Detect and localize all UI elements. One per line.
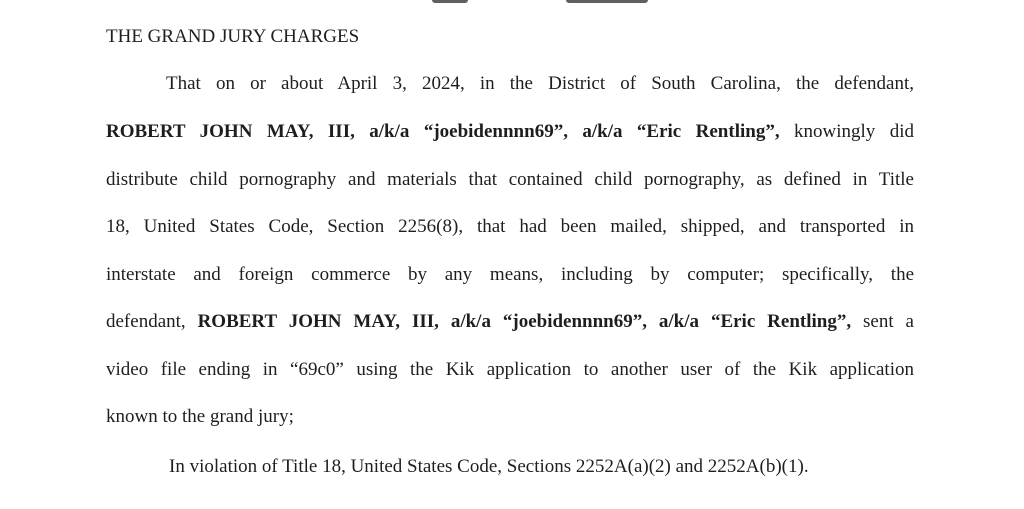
line-text: video file ending in “69c0” using the Kik application to another user of the Kik application xyxy=(106,359,914,380)
section-heading: THE GRAND JURY CHARGES xyxy=(106,26,360,47)
paragraph-line-7 xyxy=(106,357,914,383)
line-text: known to the grand jury; xyxy=(106,406,294,427)
paragraph-line-5 xyxy=(106,262,914,288)
line-text: interstate and foreign commerce by any means, including by computer; specifically, the xyxy=(106,264,914,285)
line-text: 18, United States Code, Section 2256(8), that had been mailed, shipped, and transported in xyxy=(106,216,914,237)
line-text: defendant, xyxy=(106,311,198,332)
violation-statement: In violation of Title 18, United States Code, Sections 2252A(a)(2) and 2252A(b)(1). xyxy=(169,456,809,477)
paragraph-line-4 xyxy=(106,214,914,240)
defendant-name: ROBERT JOHN MAY, III, a/k/a “joebidennnn69”, a/k/a “Eric Rentling”, xyxy=(106,121,780,142)
cropped-text-fragment xyxy=(566,0,648,3)
paragraph-line-3 xyxy=(106,167,914,193)
cropped-text-fragment xyxy=(432,0,468,3)
paragraph-line-8 xyxy=(106,404,294,430)
paragraph-line-6 xyxy=(106,309,914,335)
paragraph-line-2 xyxy=(106,119,914,145)
line-text: That on or about April 3, 2024, in the District of South Carolina, the defendant, xyxy=(166,73,914,94)
paragraph-line-1 xyxy=(166,71,914,97)
line-text: distribute child pornography and materials that contained child pornography, as defined in Title xyxy=(106,169,914,190)
line-text: sent a xyxy=(851,311,914,332)
line-text: knowingly did xyxy=(779,121,914,142)
defendant-name: ROBERT JOHN MAY, III, a/k/a “joebidennnn69”, a/k/a “Eric Rentling”, xyxy=(197,311,852,332)
